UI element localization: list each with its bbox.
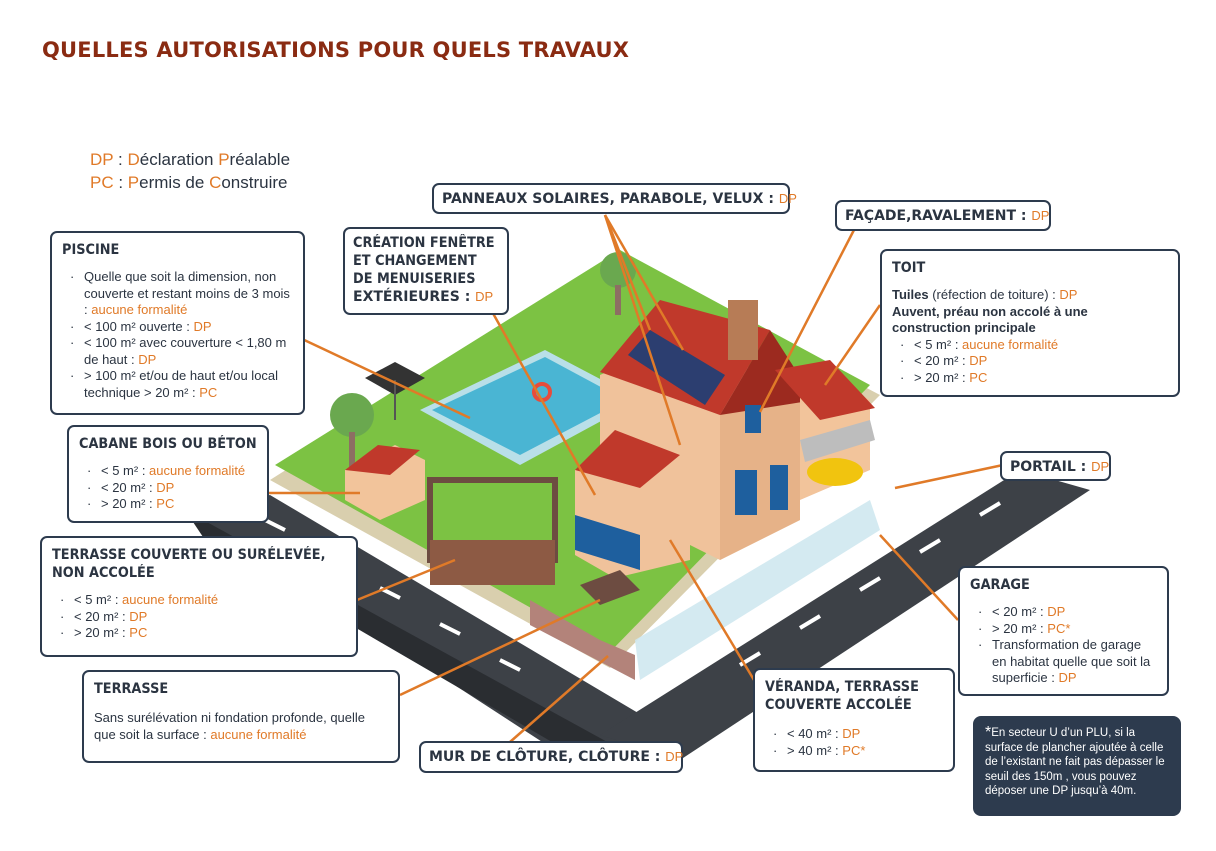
list-item: · < 20 m² : DP <box>892 353 1168 370</box>
list-item: · > 20 m² : PC* <box>970 621 1157 638</box>
callout-toit: TOIT Tuiles (réfection de toiture) : DP Auvent, préau non accolé à une construction principale · < 5 m² : aucune formalité · < 20 m² : DP · > 20 m² : PC <box>880 249 1180 397</box>
list-item: · < 5 m² : aucune formalité <box>79 463 257 480</box>
callout-panneaux: PANNEAUX SOLAIRES, PARABOLE, VELUX : DP <box>432 183 790 214</box>
list-item: · < 20 m² : DP <box>79 480 257 497</box>
callout-mur: MUR DE CLÔTURE, CLÔTURE : DP <box>419 741 683 773</box>
list-item: · > 40 m² : PC* <box>765 743 943 760</box>
callout-portail: PORTAIL : DP <box>1000 451 1111 481</box>
list-item: · < 100 m² ouverte : DP <box>62 319 293 336</box>
footnote: *En secteur U d’un PLU, si la surface de plancher ajoutée à celle de l’existant ne fait pas dépasser le seuil des 150m , vous pouvez déposer une DP jusqu’à 40m. <box>973 716 1181 816</box>
list-item: · < 100 m² avec couverture < 1,80 m de haut : DP <box>62 335 293 368</box>
callout-terrasse: TERRASSE Sans surélévation ni fondation profonde, quelle que soit la surface : aucune formalité <box>82 670 400 763</box>
callout-veranda: VÉRANDA, TERRASSE COUVERTE ACCOLÉE · < 40 m² : DP · > 40 m² : PC* <box>753 668 955 772</box>
callout-creation: CRÉATION FENÊTRE ET CHANGEMENT DE MENUISERIES EXTÉRIEURES : DP <box>343 227 509 315</box>
list-item: · > 20 m² : PC <box>79 496 257 513</box>
callout-cabane: CABANE BOIS OU BÉTON · < 5 m² : aucune formalité · < 20 m² : DP · > 20 m² : PC <box>67 425 269 523</box>
list-item: · < 20 m² : DP <box>52 609 346 626</box>
list-item: · Transformation de garage en habitat quelle que soit la superficie : DP <box>970 637 1157 687</box>
legend-dp: DP : Déclaration Préalable <box>90 150 291 169</box>
list-item: · < 5 m² : aucune formalité <box>52 592 346 609</box>
list-item: · < 40 m² : DP <box>765 726 943 743</box>
list-item: · < 20 m² : DP <box>970 604 1157 621</box>
list-item: · > 100 m² et/ou de haut et/ou local technique > 20 m² : PC <box>62 368 293 401</box>
list-item: · > 20 m² : PC <box>892 370 1168 387</box>
callout-piscine: PISCINE · Quelle que soit la dimension, non couverte et restant moins de 3 mois : aucune formalité · < 100 m² ouverte : DP · < 100 m² avec couverture < 1,80 m de haut : DP · > 100 m² et/ou de haut et/ou local technique > 20 m² : PC <box>50 231 305 415</box>
callout-facade: FAÇADE,RAVALEMENT : DP <box>835 200 1051 231</box>
page-title: QUELLES AUTORISATIONS POUR QUELS TRAVAUX <box>42 38 630 62</box>
callout-garage: GARAGE · < 20 m² : DP · > 20 m² : PC* · Transformation de garage en habitat quelle que soit la superficie : DP <box>958 566 1169 696</box>
list-item: · < 5 m² : aucune formalité <box>892 337 1168 354</box>
legend-pc: PC : Permis de Construire <box>90 173 288 192</box>
list-item: · > 20 m² : PC <box>52 625 346 642</box>
callout-terrasse-couverte: TERRASSE COUVERTE OU SURÉLEVÉE, NON ACCOLÉE · < 5 m² : aucune formalité · < 20 m² : DP · > 20 m² : PC <box>40 536 358 657</box>
list-item: · Quelle que soit la dimension, non couverte et restant moins de 3 mois : aucune formalité <box>62 269 293 319</box>
